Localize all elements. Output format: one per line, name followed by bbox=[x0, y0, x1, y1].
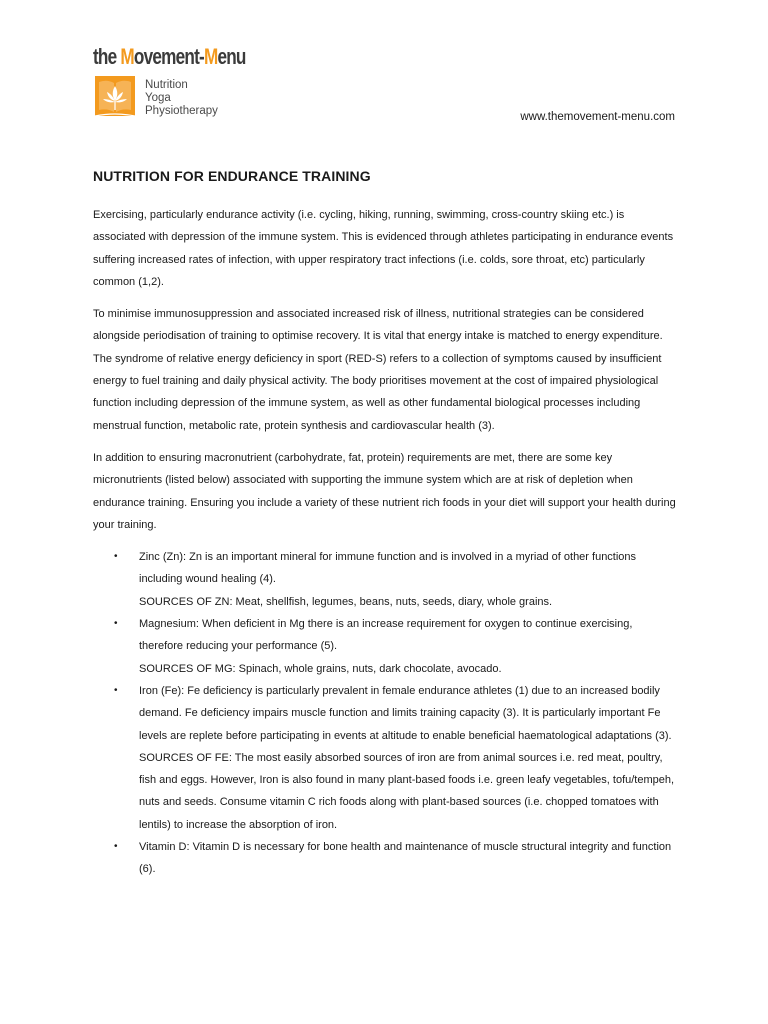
logo-tagline-nutrition: Nutrition bbox=[145, 79, 188, 91]
document-title: NUTRITION FOR ENDURANCE TRAINING bbox=[93, 168, 371, 184]
list-item-vitamin-d bbox=[93, 836, 677, 881]
nutrient-sources: SOURCES OF MG: Spinach, whole grains, nuts, dark chocolate, avocado. bbox=[139, 662, 502, 675]
paragraph-micronutrients: In addition to ensuring macronutrient (carbohydrate, fat, protein) requirements are met, there are some key micronutrients (listed below) associated with supporting the immune system which are at risk of depletion when endurance training. Ensuring you include a variety of these nutrient rich foods in your diet will support your health during your training. bbox=[93, 451, 676, 531]
paragraph-immunosuppression: To minimise immunosuppression and associated increased risk of illness, nutritional strategies can be considered alongside periodisation of training to optimise recovery. It is vital that energy intake is matched to energy expenditure. The syndrome of relative energy deficiency in sport (RED-S) refers to a collection of symptoms caused by insufficient energy to fuel training and daily physical activity. The body prioritises movement at the cost of impaired physiological function including depression of the immune system, as well as other fundamental biological processes including menstrual function, metabolic rate, protein synthesis and cardiovascular health (3). bbox=[93, 308, 663, 432]
logo-tagline-yoga: Yoga bbox=[145, 92, 171, 104]
bullet-marker: • bbox=[114, 684, 118, 696]
nutrient-list bbox=[93, 546, 677, 880]
nutrient-sources: SOURCES OF ZN: Meat, shellfish, legumes, beans, nuts, seeds, diary, whole grains. bbox=[139, 595, 553, 608]
logo-tagline-physiotherapy: Physiotherapy bbox=[145, 105, 218, 117]
logo-tagline bbox=[145, 79, 218, 118]
bullet-marker: • bbox=[114, 618, 118, 630]
open-book-lotus-icon bbox=[93, 72, 137, 120]
website-url[interactable]: www.themovement-menu.com bbox=[520, 111, 675, 123]
list-item-zinc bbox=[93, 546, 677, 613]
document-body bbox=[93, 204, 677, 881]
nutrient-sources: SOURCES OF FE: The most easily absorbed sources of iron are from animal sources i.e. red meat, poultry, fish and eggs. However, Iron is also found in many plant-based foods i.e. green leafy vegetables, tofu/tempeh, nuts and seeds. Consume vitamin C rich foods along with plant-based sources (i.e. chopped tomatoes with lentils) to increase the absorption of iron. bbox=[139, 751, 675, 831]
list-item-iron bbox=[93, 680, 677, 836]
paragraph-intro: Exercising, particularly endurance activity (i.e. cycling, hiking, running, swimming, cross-country skiing etc.) is associated with depression of the immune system. This is evidenced through athletes participating in endurance events suffering increased rates of infection, with upper respiratory tract infections (i.e. colds, sore throat, etc) particularly common (1,2). bbox=[93, 209, 674, 288]
logo-wordmark: the Movement-Menu bbox=[93, 44, 246, 69]
list-item-magnesium bbox=[93, 613, 677, 680]
bullet-marker: • bbox=[114, 551, 118, 563]
nutrient-description: Iron (Fe): Fe deficiency is particularly prevalent in female endurance athletes (1) due to an increased bodily demand. Fe deficiency impairs muscle function and limits training capacity (3). It is particularly important Fe levels are replete before participating in events at altitude to enable beneficial haematological adaptations (3). bbox=[139, 684, 672, 742]
nutrient-description: Magnesium: When deficient in Mg there is an increase requirement for oxygen to continue exercising, therefore reducing your performance (5). bbox=[139, 618, 633, 653]
nutrient-description: Zinc (Zn): Zn is an important mineral for immune function and is involved in a myriad of other functions including wound healing (4). bbox=[139, 551, 637, 586]
company-logo bbox=[93, 44, 293, 134]
nutrient-description: Vitamin D: Vitamin D is necessary for bone health and maintenance of muscle structural integrity and function (6). bbox=[139, 841, 672, 876]
bullet-marker: • bbox=[114, 841, 118, 853]
